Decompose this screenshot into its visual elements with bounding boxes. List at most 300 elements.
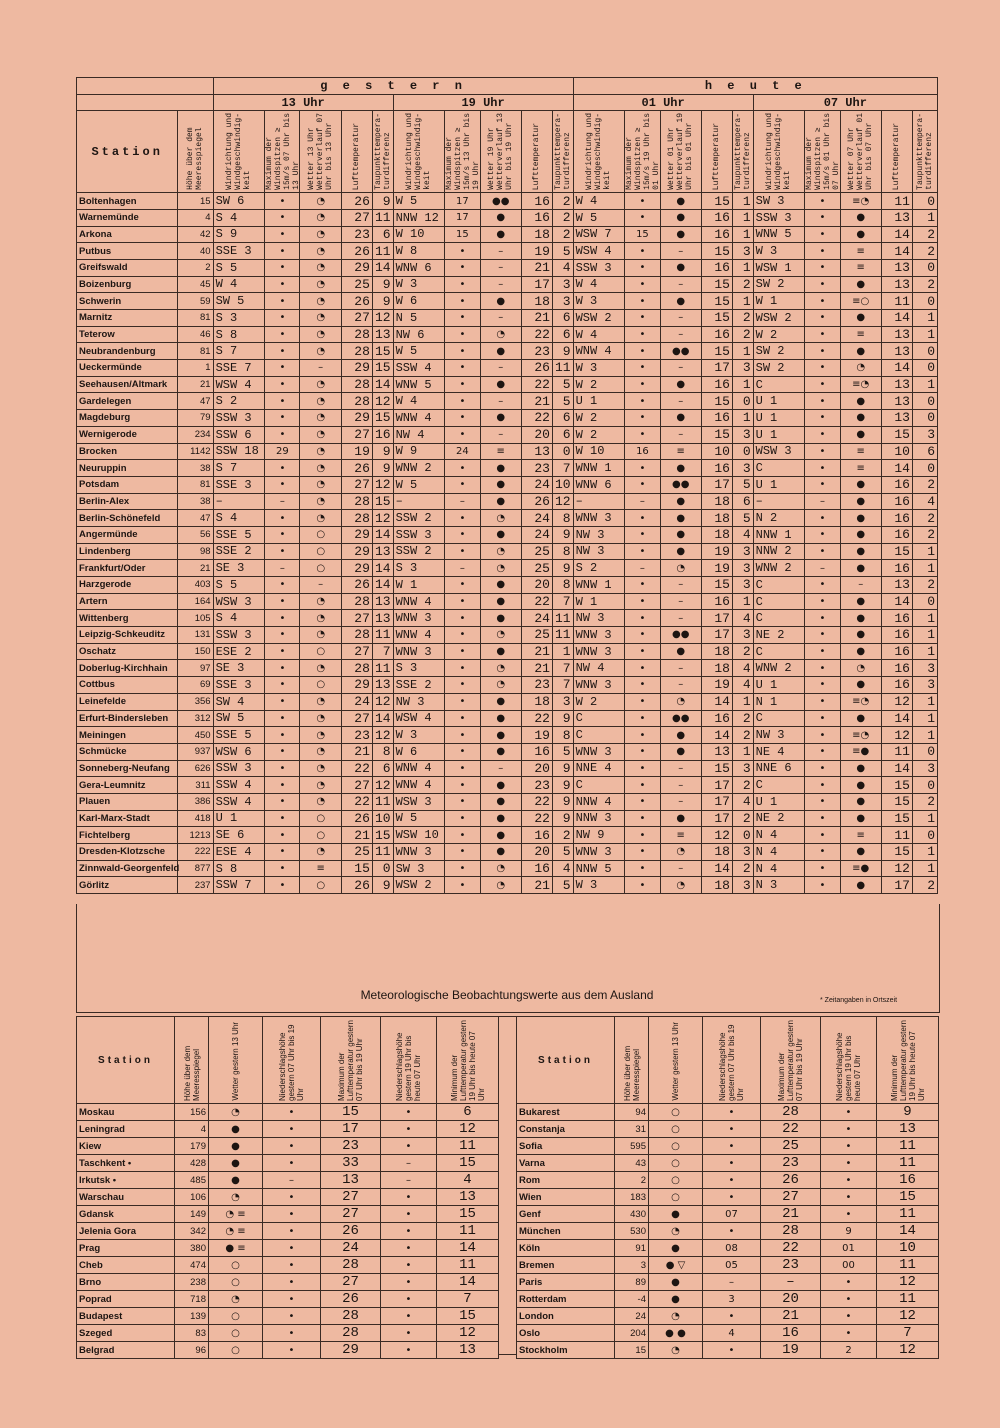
table-cell: N 4 [753,844,805,861]
table-cell: 183 [615,1189,649,1206]
station-observations-table [76,77,938,894]
table-cell: 9 [372,877,393,894]
table-cell: ● [480,526,521,543]
table-cell: 28 [341,493,372,510]
station-name: Dresden-Klotzsche [77,844,178,861]
table-cell: 42 [178,226,213,243]
table-cell: 25 [341,276,372,293]
table-cell: ◔ [649,1223,703,1240]
table-cell: 11 [552,610,573,627]
table-cell: ● [209,1172,263,1189]
table-cell: – [300,360,341,377]
table-cell: 13 [372,326,393,343]
table-cell: 26 [341,293,372,310]
table-cell: ◔ [300,793,341,810]
table-cell: 2 [732,276,753,293]
station-name: Oschatz [77,643,178,660]
table-cell: 22 [341,793,372,810]
table-cell: 16 [701,593,732,610]
table-cell: 7 [552,660,573,677]
table-cell: SSW 3 [573,259,625,276]
table-cell: • [445,426,480,443]
station-name: Gardelegen [77,393,178,410]
table-cell: 12 [877,1342,939,1359]
table-cell: 17 [521,276,552,293]
table-cell: • [805,443,840,460]
table-cell: ● [840,343,881,360]
table-cell: S 3 [393,560,445,577]
table-cell: W 5 [393,810,445,827]
table-cell: 2 [732,727,753,744]
table-cell: • [821,1206,877,1223]
table-cell: 29 [341,560,372,577]
table-row [77,810,938,827]
station-name: Moskau [77,1104,175,1121]
table-cell: – [445,493,480,510]
table-cell: 29 [265,443,300,460]
table-cell: 19 [701,677,732,694]
table-cell: 56 [178,526,213,543]
table-row [77,543,938,560]
table-cell: SE 3 [213,660,265,677]
column-header-cols13-3: Lufttemperatur [341,111,372,193]
table-cell: SW 5 [213,710,265,727]
table-cell: 2 [821,1342,877,1359]
table-cell: 13 [881,209,912,226]
table-cell: • [445,710,480,727]
table-cell: 24 [521,526,552,543]
table-cell: 13 [372,543,393,560]
table-cell: 15 [445,226,480,243]
column-header-cols19-4: Taupunkttempera-turdifferenz [552,111,573,193]
table-cell: • [625,793,660,810]
table-cell: 27 [761,1189,821,1206]
table-cell: 12 [372,510,393,527]
table-cell: ○ [649,1189,703,1206]
table-cell: W 5 [393,193,445,210]
table-cell: C [753,460,805,477]
table-cell: • [703,1308,761,1325]
table-cell: • [265,476,300,493]
table-cell: SSE 7 [213,360,265,377]
station-name: London [517,1308,615,1325]
table-cell: – [480,259,521,276]
table-cell: 1 [912,810,937,827]
table-row [77,727,938,744]
table-cell: 21 [341,827,372,844]
table-cell: ○ [649,1155,703,1172]
table-cell: • [805,259,840,276]
station-name: Belgrad [77,1342,175,1359]
table-cell: ◔ [660,877,701,894]
table-cell: 14 [881,226,912,243]
column-header-cols07-3: Lufttemperatur [881,111,912,193]
table-cell: 1 [732,693,753,710]
table-cell: 21 [521,259,552,276]
table-cell: SSW 3 [213,410,265,427]
table-cell: 2 [552,193,573,210]
table-cell: 3 [732,243,753,260]
table-row [517,1240,939,1257]
table-row [77,1274,499,1291]
table-cell: ≡ [840,827,881,844]
table-cell: ● [660,810,701,827]
table-cell: 2 [912,577,937,594]
table-cell: 4 [732,610,753,627]
station-name: Wittenberg [77,610,178,627]
table-cell: • [445,660,480,677]
table-cell: 9 [372,460,393,477]
table-cell: • [625,510,660,527]
station-name: Meiningen [77,727,178,744]
table-cell: SW 3 [393,860,445,877]
table-cell: ○ [300,827,341,844]
table-cell: 12 [881,727,912,744]
table-row [77,293,938,310]
table-cell: • [445,360,480,377]
table-cell: W 10 [573,443,625,460]
table-cell: 11 [437,1138,499,1155]
table-cell: ≡ [840,259,881,276]
table-cell: 2 [912,243,937,260]
table-cell: W 2 [573,376,625,393]
table-cell: • [805,376,840,393]
station-name: München [517,1223,615,1240]
table-cell: SSW 6 [213,426,265,443]
station-name: Wien [517,1189,615,1206]
table-cell: 0 [732,443,753,460]
column-header-cols01-1: Maximum der Windspitzen ≥ 15m/s 19 Uhr bis 01 Uhr [625,111,660,193]
column-header-cols01-3: Lufttemperatur [701,111,732,193]
table-cell: 4 [703,1325,761,1342]
table-cell: – [660,360,701,377]
table-cell: – [625,493,660,510]
table-cell: 14 [877,1223,939,1240]
table-row [77,326,938,343]
table-cell: 28 [341,510,372,527]
station-name: Magdeburg [77,410,178,427]
table-cell: • [263,1223,321,1240]
table-cell: 342 [175,1223,209,1240]
station-name: Stockholm [517,1342,615,1359]
table-cell: W 1 [393,577,445,594]
table-cell: • [265,360,300,377]
table-cell: W 1 [753,293,805,310]
table-cell: 7 [552,593,573,610]
table-cell: U 1 [753,677,805,694]
table-cell: 5 [552,844,573,861]
table-cell: • [265,310,300,327]
table-cell: 3 [732,560,753,577]
table-cell: 9 [877,1104,939,1121]
table-cell: 25 [761,1138,821,1155]
table-cell: 16 [881,493,912,510]
table-cell: 2 [912,476,937,493]
table-cell: • [805,209,840,226]
table-cell: 15 [625,226,660,243]
table-cell: 27 [341,610,372,627]
table-cell: SSW 7 [213,877,265,894]
table-cell: 1 [912,310,937,327]
table-cell: 19 [761,1342,821,1359]
table-cell: • [263,1104,321,1121]
table-cell: 29 [341,410,372,427]
table-cell: 13 [372,677,393,694]
table-cell: 418 [178,810,213,827]
table-cell: ● [660,193,701,210]
table-cell: ● [660,410,701,427]
table-cell: – [480,393,521,410]
table-cell: • [445,476,480,493]
table-cell: ◔ [300,243,341,260]
table-cell: SSW 18 [213,443,265,460]
foreign-observations-table-left [76,1016,499,1359]
table-cell: ◔ [480,860,521,877]
station-name: Berlin-Schönefeld [77,510,178,527]
table-cell: ● [840,844,881,861]
table-row [77,677,938,694]
table-cell: • [445,410,480,427]
table-cell: 18 [701,844,732,861]
table-cell: ≡○ [840,293,881,310]
table-cell: 9 [552,560,573,577]
table-cell: 14 [701,727,732,744]
table-cell: 08 [703,1240,761,1257]
table-row [77,1308,499,1325]
table-cell: • [445,777,480,794]
table-cell: ◔ [480,677,521,694]
table-cell: 13 [881,326,912,343]
table-cell: 00 [821,1257,877,1274]
table-cell: C [753,577,805,594]
table-cell: – [660,393,701,410]
table-row [517,1189,939,1206]
table-cell: 16 [701,259,732,276]
station-name: Zinnwald-Georgenfeld [77,860,178,877]
table-cell: 1 [912,560,937,577]
table-cell: 17 [701,777,732,794]
table-cell: 27 [341,310,372,327]
station-name: Schmücke [77,743,178,760]
station-name: Marnitz [77,310,178,327]
table-cell: 14 [881,593,912,610]
table-cell: – [480,310,521,327]
table-cell: WNW 3 [573,643,625,660]
table-cell: ● [660,376,701,393]
table-cell: ◔ [300,660,341,677]
table-cell: 237 [178,877,213,894]
table-cell: ≡ [840,326,881,343]
table-cell: 3 [732,627,753,644]
table-cell: • [445,510,480,527]
table-cell: • [821,1172,877,1189]
table-cell: NE 2 [753,627,805,644]
table-cell: • [625,326,660,343]
table-cell: 23 [321,1138,381,1155]
table-cell: 356 [178,693,213,710]
table-cell: • [263,1274,321,1291]
table-cell: ◔ [300,443,341,460]
table-cell: • [445,877,480,894]
table-cell: • [805,593,840,610]
table-row [517,1274,939,1291]
table-cell: 23 [341,727,372,744]
table-cell: NW 3 [573,526,625,543]
table-cell: • [625,293,660,310]
station-name: Ueckermünde [77,360,178,377]
table-row [77,410,938,427]
table-row [517,1342,939,1359]
table-cell: • [625,860,660,877]
table-cell: • [265,243,300,260]
table-cell: WSW 2 [753,310,805,327]
table-cell: 1 [732,743,753,760]
table-cell: SSE 5 [213,526,265,543]
table-cell: • [445,860,480,877]
table-cell: ● [649,1240,703,1257]
table-cell: ◔ ≡ [209,1206,263,1223]
table-cell: 17 [701,627,732,644]
table-cell: 150 [178,643,213,660]
table-cell: W 2 [573,426,625,443]
table-cell: 22 [761,1121,821,1138]
table-cell: • [625,476,660,493]
table-cell: 6 [912,443,937,460]
table-cell: • [445,593,480,610]
table-cell: ◔ [300,510,341,527]
table-cell: WSW 3 [213,593,265,610]
table-cell: ○ [649,1121,703,1138]
table-cell: • [805,860,840,877]
table-cell: WNW 3 [573,844,625,861]
table-cell: 28 [341,326,372,343]
station-column-header: Station [517,1017,615,1104]
table-cell: 59 [178,293,213,310]
table-cell: 15 [372,410,393,427]
table-cell: 43 [615,1155,649,1172]
table-cell: 3 [732,426,753,443]
table-cell: – [660,276,701,293]
table-cell: 5 [552,243,573,260]
table-cell: • [805,426,840,443]
table-cell: ESE 4 [213,844,265,861]
table-cell: 9 [552,777,573,794]
table-cell: 0 [372,860,393,877]
table-cell: ◔ [300,627,341,644]
table-cell: ◔ [300,276,341,293]
table-cell: 19 [701,543,732,560]
station-name: Cottbus [77,677,178,694]
table-cell: NW 3 [573,610,625,627]
table-cell: • [703,1172,761,1189]
table-cell: 1 [912,727,937,744]
table-cell: 28 [341,593,372,610]
table-cell: • [625,526,660,543]
table-cell: 403 [178,577,213,594]
table-cell: – [660,426,701,443]
table-cell: 14 [701,693,732,710]
table-cell: 4 [552,860,573,877]
table-cell: ○ [300,877,341,894]
header-13-uhr: 13 Uhr [213,94,393,111]
table-cell: 1 [912,610,937,627]
table-cell: • [445,727,480,744]
table-cell: 47 [178,510,213,527]
table-cell: 17 [445,193,480,210]
table-cell: • [821,1325,877,1342]
table-cell: • [805,810,840,827]
station-name: Cheb [77,1257,175,1274]
table-cell: 15 [341,860,372,877]
table-cell: 81 [178,476,213,493]
table-cell: • [445,743,480,760]
table-cell: 11 [877,1257,939,1274]
table-cell: 15 [372,827,393,844]
table-cell: 13 [437,1342,499,1359]
table-cell: WSW 10 [393,827,445,844]
table-cell: WNW 4 [393,777,445,794]
table-cell: 2 [732,860,753,877]
table-cell: – [703,1274,761,1291]
table-cell: ◔ [300,593,341,610]
table-cell: 24 [615,1308,649,1325]
table-cell: 14 [881,360,912,377]
table-row [77,660,938,677]
table-cell: 10 [552,476,573,493]
table-cell: 11 [437,1223,499,1240]
table-cell: ● [660,493,701,510]
table-cell: • [625,577,660,594]
table-cell: ● [480,593,521,610]
table-cell: • [265,593,300,610]
table-cell: 10 [701,443,732,460]
table-cell: SW 3 [753,193,805,210]
table-cell: 27 [321,1189,381,1206]
table-cell: 13 [881,259,912,276]
table-cell: W 10 [393,226,445,243]
table-cell: ◔ [480,877,521,894]
station-name: Varna [517,1155,615,1172]
table-cell: ○ [300,643,341,660]
table-cell: • [445,326,480,343]
table-cell: • [445,460,480,477]
table-row [517,1308,939,1325]
table-cell: ◔ [840,360,881,377]
table-cell: • [265,727,300,744]
table-cell: 14 [701,860,732,877]
table-cell: WNW 6 [393,259,445,276]
station-name: Artern [77,593,178,610]
table-cell: • [381,1274,437,1291]
table-cell: W 4 [573,326,625,343]
table-cell: 11 [877,1291,939,1308]
table-cell: • [445,276,480,293]
table-cell: 05 [703,1257,761,1274]
table-row [77,193,938,210]
table-cell: 13 [881,410,912,427]
table-cell: 234 [178,426,213,443]
table-cell: 12 [372,393,393,410]
table-cell: 0 [912,743,937,760]
table-row [77,1121,499,1138]
station-name: Sonneberg-Neufang [77,760,178,777]
table-cell: 3 [732,577,753,594]
table-cell: ● [840,209,881,226]
table-cell: – [660,760,701,777]
table-cell: 1 [912,627,937,644]
foreign-observations-table-right [516,1016,939,1359]
table-cell: 16 [521,827,552,844]
